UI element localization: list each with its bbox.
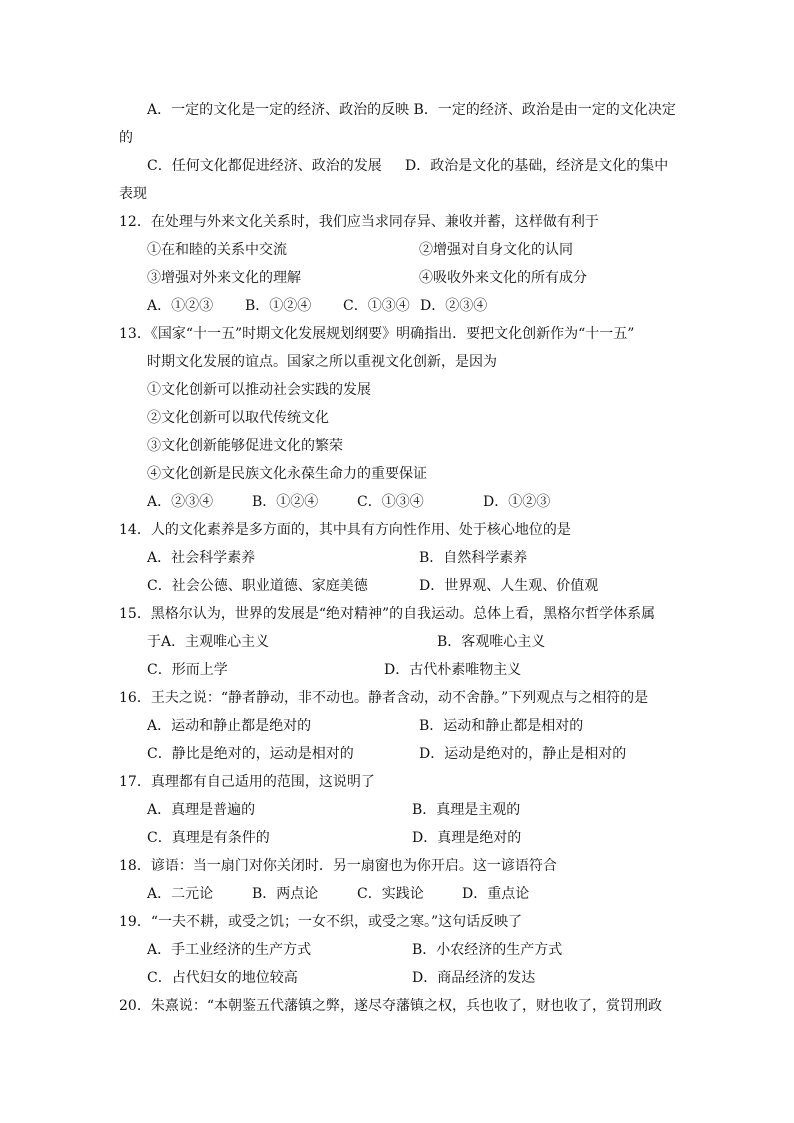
q15-stem: 15．黑格尔认为，世界的发展是“绝对精神”的自我运动。总体上看，黑格尔哲学体系属 [119, 606, 656, 622]
q16-option-b: B．运动和静止都是相对的 [419, 718, 584, 734]
q13-option-d: D．①②③ [483, 494, 551, 510]
q13-item-2: ②文化创新可以取代传统文化 [147, 410, 329, 426]
q20-stem: 20．朱熹说：“本朝鉴五代藩镇之弊，遂尽夺藩镇之权，兵也收了，财也收了，赏罚刑政 [119, 998, 662, 1014]
q13-stem-wrap: 时期文化发展的谊点。国家之所以重视文化创新，是因为 [147, 354, 497, 370]
q12-option-d: D．②③④ [420, 298, 488, 314]
q18-stem: 18．谚语：当一扇门对你关闭时．另一扇窗也为你开启。这一谚语符合 [119, 858, 557, 874]
q16-option-d: D．运动是绝对的，静止是相对的 [419, 746, 627, 762]
q12-stem: 12．在处理与外来文化关系时，我们应当求同存异、兼收并蓄，这样做有利于 [119, 214, 599, 230]
q16-option-c: C．静比是绝对的，运动是相对的 [147, 746, 354, 762]
q11-option-c: C．任何文化都促进经济、政治的发展 [147, 158, 382, 174]
q12-option-c: C．①③④ [343, 298, 410, 314]
q19-option-a: A．手工业经济的生产方式 [147, 942, 312, 958]
q19-stem: 19．“一夫不耕，或受之饥；一女不织，或受之寒。”这句话反映了 [119, 914, 523, 930]
q19-option-b: B．小农经济的生产方式 [412, 942, 563, 958]
q11-option-d-wrap: 表现 [119, 186, 147, 202]
q18-option-b: B．两点论 [252, 886, 319, 902]
q13-stem: 13．《国家“十一五”时期文化发展规划纲要》明确指出．要把文化创新作为“十一五” [119, 326, 635, 342]
q14-option-b: B．自然科学素养 [419, 550, 528, 566]
q12-item-1: ①在和睦的关系中交流 [147, 242, 287, 258]
q14-option-d: D．世界观、人生观、价值观 [419, 578, 599, 594]
q19-option-d: D．商品经济的发达 [412, 970, 536, 986]
q11-option-d: D．政治是文化的基础，经济是文化的集中 [405, 158, 669, 174]
q11-options-ab: A．一定的文化是一定的经济、政治的反映 B．一定的经济、政治是由一定的文化决定 [147, 102, 676, 118]
q18-option-c: C．实践论 [357, 886, 424, 902]
q11-options-ab-wrap: 的 [119, 130, 133, 146]
q19-option-c: C．占代妇女的地位较高 [147, 970, 298, 986]
q15-option-d: D．古代朴素唯物主义 [384, 662, 522, 678]
q14-option-a: A．社会科学素养 [147, 550, 256, 566]
q16-stem: 16．王夫之说：“静者静动，非不动也。静者含动，动不舍静。”下列观点与之相符的是 [119, 690, 649, 706]
q12-item-4: ④吸收外来文化的所有成分 [419, 270, 587, 286]
q13-option-a: A．②③④ [147, 494, 214, 510]
q13-option-c: C．①③④ [357, 494, 424, 510]
q12-option-a: A．①②③ [147, 298, 214, 314]
q12-option-b: B．①②④ [245, 298, 312, 314]
q17-option-c: C．真理是有条件的 [147, 830, 270, 846]
q17-option-b: B．真理是主观的 [412, 802, 521, 818]
q17-option-d: D．真理是绝对的 [412, 830, 522, 846]
q13-option-b: B．①②④ [252, 494, 319, 510]
q13-item-4: ④文化创新是民族文化永葆生命力的重要保证 [147, 466, 427, 482]
q12-item-3: ③增强对外来文化的理解 [147, 270, 301, 286]
q16-option-a: A．运动和静止都是绝对的 [147, 718, 312, 734]
q14-stem: 14．人的文化素养是多方面的，其中具有方向性作用、处于核心地位的是 [119, 522, 571, 538]
q17-stem: 17．真理都有自己适用的范围，这说明了 [119, 774, 375, 790]
q13-item-3: ③文化创新能够促进文化的繁荣 [147, 438, 343, 454]
q18-option-a: A．二元论 [147, 886, 214, 902]
q12-item-2: ②增强对自身文化的认同 [419, 242, 573, 258]
q18-option-d: D．重点论 [462, 886, 530, 902]
q15-option-a: 于A．主观唯心主义 [147, 634, 270, 650]
q17-option-a: A．真理是普遍的 [147, 802, 256, 818]
q15-option-b: B．客观唯心主义 [437, 634, 546, 650]
q15-option-c: C．形而上学 [147, 662, 228, 678]
q13-item-1: ①文化创新可以推动社会实践的发展 [147, 382, 371, 398]
q14-option-c: C．社会公德、职业道德、家庭美德 [147, 578, 368, 594]
